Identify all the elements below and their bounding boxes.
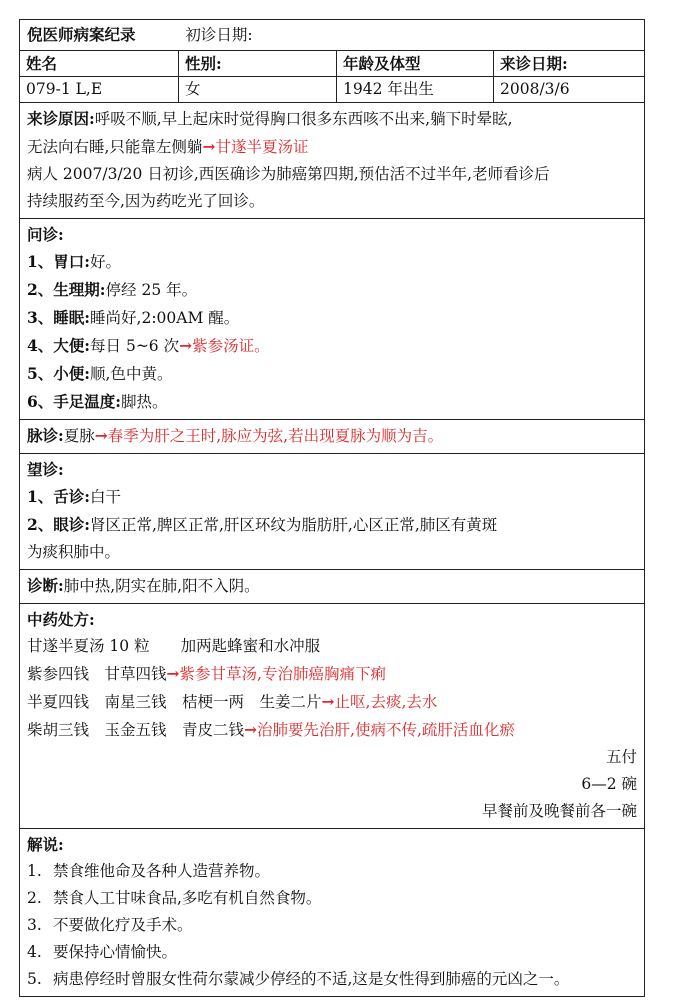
inquiry-label: 问诊: <box>27 225 64 244</box>
eye-key: 眼诊: <box>53 515 91 534</box>
item-text: 不要做化疗及手术。 <box>53 916 193 934</box>
reason-note: 甘遂半夏汤证 <box>215 138 309 156</box>
patient-header-row <box>20 51 644 77</box>
item-val: 好。 <box>90 253 122 271</box>
arrow-icon: → <box>94 426 108 445</box>
arrow-icon: → <box>179 336 193 355</box>
list-item <box>27 966 637 993</box>
col-visit-date: 来诊日期: <box>500 54 568 73</box>
prescription-label: 中药处方: <box>27 610 95 629</box>
item-val: 顺,色中黄。 <box>90 365 173 383</box>
item-text: 禁食维他命及各种人造营养物。 <box>53 862 271 880</box>
item-key: 胃口: <box>53 252 91 271</box>
item-note: 紫参汤证。 <box>192 337 270 355</box>
item-num: 4、 <box>27 336 54 355</box>
reason-text: 无法向右睡,只能靠左侧躺 <box>27 138 203 156</box>
inquiry-item <box>27 276 637 304</box>
diagnosis-val: 肺中热,阴实在肺,阳不入阴。 <box>63 577 260 595</box>
reason-label: 来诊原因: <box>27 109 95 128</box>
inspection-label: 望诊: <box>27 460 64 479</box>
inquiry-item <box>27 332 637 360</box>
prescription-section <box>20 604 644 829</box>
item-key: 睡眠: <box>53 308 91 327</box>
pulse-note: 春季为肝之王时,脉应为弦,若出现夏脉为顺为吉。 <box>107 427 444 445</box>
inquiry-item <box>27 360 637 388</box>
pulse-val: 夏脉 <box>63 427 95 445</box>
item-num: 2. <box>27 889 42 907</box>
item-num: 3、 <box>27 308 54 327</box>
pulse-section <box>20 420 644 454</box>
item-text: 禁食人工甘味食品,多吃有机自然食物。 <box>53 889 322 907</box>
item-text: 病患停经时曾服女性荷尔蒙减少停经的不适,这是女性得到肺癌的元凶之一。 <box>53 970 570 988</box>
item-num: 1、 <box>27 487 54 506</box>
col-name: 姓名 <box>20 51 179 76</box>
dose-timing: 早餐前及晚餐前各一碗 <box>481 802 637 820</box>
item-val: 每日 5~6 次 <box>90 337 180 355</box>
inquiry-item <box>27 304 637 332</box>
col-sex: 性别: <box>179 51 337 76</box>
explain-section <box>20 829 644 996</box>
record-title: 倪医师病案纪录 <box>27 25 136 44</box>
item-num: 4. <box>27 943 42 961</box>
dose-water: 6—2 碗 <box>581 775 637 793</box>
tongue-key: 舌诊: <box>53 487 91 506</box>
dose-count: 五付 <box>605 748 637 766</box>
item-key: 生理期: <box>53 280 106 299</box>
eye-val: 为痰积肺中。 <box>27 543 121 561</box>
title-row <box>20 20 644 51</box>
inquiry-item <box>27 248 637 276</box>
reason-history: 病人 2007/3/20 日初诊,西医确诊为肺癌第四期,预估活不过半年,老师看诊后 <box>27 165 550 183</box>
val-name: 079-1 L,E <box>20 77 179 102</box>
prescription-line: 半夏四钱 南星三钱 桔梗一两 生姜二片 <box>27 693 322 711</box>
item-key: 小便: <box>53 364 91 383</box>
inquiry-item <box>27 388 637 416</box>
arrow-icon: → <box>166 664 180 683</box>
item-val: 停经 25 年。 <box>105 281 198 299</box>
reason-text: 呼吸不顺,早上起床时觉得胸口很多东西咳不出来,躺下时晕眩, <box>94 110 513 128</box>
val-age: 1942 年出生 <box>337 77 494 102</box>
list-item <box>27 858 637 885</box>
explain-label: 解说: <box>27 835 64 854</box>
prescription-note: 紫参甘草汤,专治肺癌胸痛下痢 <box>179 665 386 683</box>
col-age: 年龄及体型 <box>337 51 494 76</box>
inquiry-section <box>20 219 644 420</box>
val-sex: 女 <box>179 77 337 102</box>
prescription-line: 紫参四钱 甘草四钱 <box>27 665 167 683</box>
arrow-icon: → <box>202 137 216 156</box>
arrow-icon: → <box>244 720 258 739</box>
prescription-note: 治肺要先治肝,使病不传,疏肝活血化瘀 <box>257 721 515 739</box>
list-item <box>27 939 637 966</box>
reason-section <box>20 103 644 219</box>
item-val: 睡尚好,2:00AM 醒。 <box>90 309 240 327</box>
inspection-section <box>20 454 644 570</box>
item-num: 1. <box>27 862 42 880</box>
pulse-label: 脉诊: <box>27 426 64 445</box>
item-num: 2、 <box>27 280 54 299</box>
prescription-line: 甘遂半夏汤 10 粒 加两匙蜂蜜和水冲服 <box>27 637 321 655</box>
case-record-sheet <box>19 19 645 997</box>
list-item <box>27 885 637 912</box>
list-item <box>27 912 637 939</box>
first-visit-label: 初诊日期: <box>185 26 253 44</box>
item-num: 5、 <box>27 364 54 383</box>
prescription-note: 止呕,去痰,去水 <box>334 693 438 711</box>
arrow-icon: → <box>321 692 335 711</box>
item-num: 1、 <box>27 252 54 271</box>
item-text: 要保持心情愉快。 <box>53 943 178 961</box>
item-num: 3. <box>27 916 42 934</box>
reason-history: 持续服药至今,因为药吃光了回诊。 <box>27 192 265 210</box>
prescription-line: 柴胡三钱 玉金五钱 青皮二钱 <box>27 721 245 739</box>
item-num: 6、 <box>27 392 54 411</box>
item-key: 手足温度: <box>53 392 122 411</box>
patient-value-row <box>20 77 644 103</box>
explain-list <box>27 858 637 993</box>
tongue-val: 白干 <box>90 488 122 506</box>
item-val: 脚热。 <box>121 393 168 411</box>
item-key: 大便: <box>53 336 91 355</box>
item-num: 5. <box>27 970 42 988</box>
eye-val: 肾区正常,脾区正常,肝区环纹为脂肪肝,心区正常,肺区有黄斑 <box>90 516 498 534</box>
item-num: 2、 <box>27 515 54 534</box>
diagnosis-label: 诊断: <box>27 576 64 595</box>
val-visit-date: 2008/3/6 <box>500 80 570 98</box>
diagnosis-section <box>20 570 644 604</box>
